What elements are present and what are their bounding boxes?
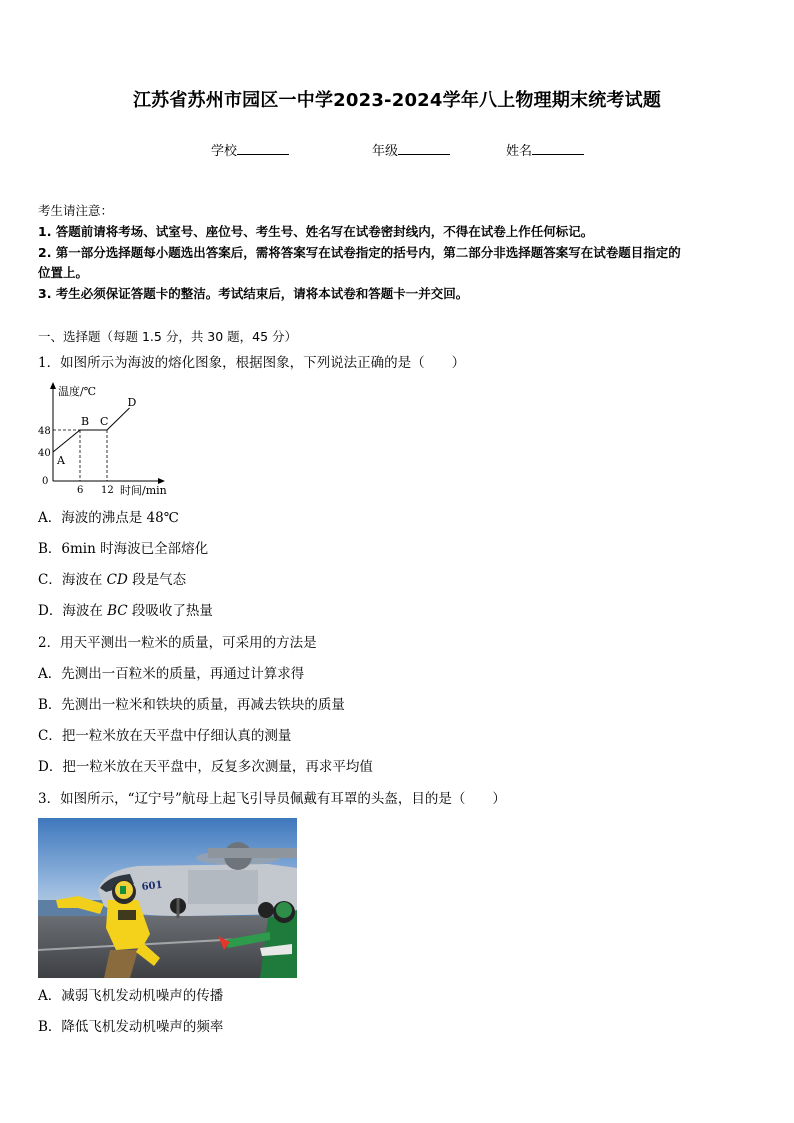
q3-option-b[interactable]: B．降低飞机发动机噪声的频率 [38, 1019, 224, 1035]
notice-heading: 考生请注意： [38, 203, 114, 218]
q2-option-c[interactable]: C．把一粒米放在天平盘中仔细认真的测量 [38, 728, 292, 744]
exam-title: 江苏省苏州市园区一中学2023-2024学年八上物理期末统考试题 [132, 90, 662, 111]
q1-melting-chart [34, 378, 184, 500]
q1-option-c[interactable]: C．海波在 CD 段是气态 [38, 572, 187, 588]
q3-stem: 3．如图所示，“辽宁号”航母上起飞引导员佩戴有耳罩的头盔，目的是（ ） [38, 791, 506, 807]
point-label-D: D [127, 396, 137, 409]
x-tick-12: 12 [101, 485, 114, 496]
plane-number: 601 [141, 879, 164, 893]
q2-stem: 2．用天平测出一粒米的质量，可采用的方法是 [38, 635, 317, 651]
q2-option-d[interactable]: D．把一粒米放在天平盘中，反复多次测量，再求平均值 [38, 759, 373, 775]
school-field[interactable] [211, 140, 289, 159]
q2-option-b[interactable]: B．先测出一粒米和铁块的质量，再减去铁块的质量 [38, 697, 345, 713]
school-label: 学校 [211, 144, 238, 159]
name-field[interactable] [506, 140, 584, 159]
name-label: 姓名 [506, 144, 533, 159]
notice-item-2-cont: 位置上。 [38, 265, 89, 280]
curve-segment-AB [53, 430, 80, 452]
notice-item-1: 1. 答题前请将考场、试室号、座位号、考生号、姓名写在试卷密封线内，不得在试卷上作任何标记。 [38, 224, 594, 239]
x-tick-6: 6 [77, 485, 84, 496]
point-label-A: A [57, 454, 65, 467]
grade-label: 年级 [372, 144, 399, 159]
q3-option-a[interactable]: A．减弱飞机发动机噪声的传播 [38, 988, 224, 1004]
y-axis-label: 温度/℃ [58, 385, 97, 398]
point-label-C: C [100, 415, 109, 428]
section-heading: 一、选择题（每题 1.5 分，共 30 题，45 分） [38, 329, 298, 344]
notice-item-3: 3. 考生必须保证答题卡的整洁。考试结束后，请将本试卷和答题卡一并交回。 [38, 286, 469, 301]
q1-option-a[interactable]: A．海波的沸点是 48℃ [38, 510, 179, 526]
q1-stem: 1．如图所示为海波的熔化图象，根据图象，下列说法正确的是（ ） [38, 355, 466, 371]
grade-field[interactable] [372, 140, 450, 159]
origin-label: 0 [42, 476, 49, 487]
q1-option-b[interactable]: B．6min 时海波已全部熔化 [38, 541, 209, 557]
point-label-B: B [81, 415, 90, 428]
q3-carrier-photo [38, 818, 297, 978]
notice-item-2: 2. 第一部分选择题每小题选出答案后，需将答案写在试卷指定的括号内，第二部分非选择题答案写在试卷题目指定的 [38, 245, 681, 260]
curve-segment-CD [107, 408, 130, 430]
y-tick-40: 40 [38, 448, 51, 459]
q2-option-a[interactable]: A．先测出一百粒米的质量，再通过计算求得 [38, 666, 305, 682]
x-axis-label: 时间/min [120, 484, 167, 497]
y-axis-arrow [50, 382, 56, 389]
q1-option-d[interactable]: D．海波在 BC 段吸收了热量 [38, 603, 213, 619]
y-tick-48: 48 [38, 426, 51, 437]
